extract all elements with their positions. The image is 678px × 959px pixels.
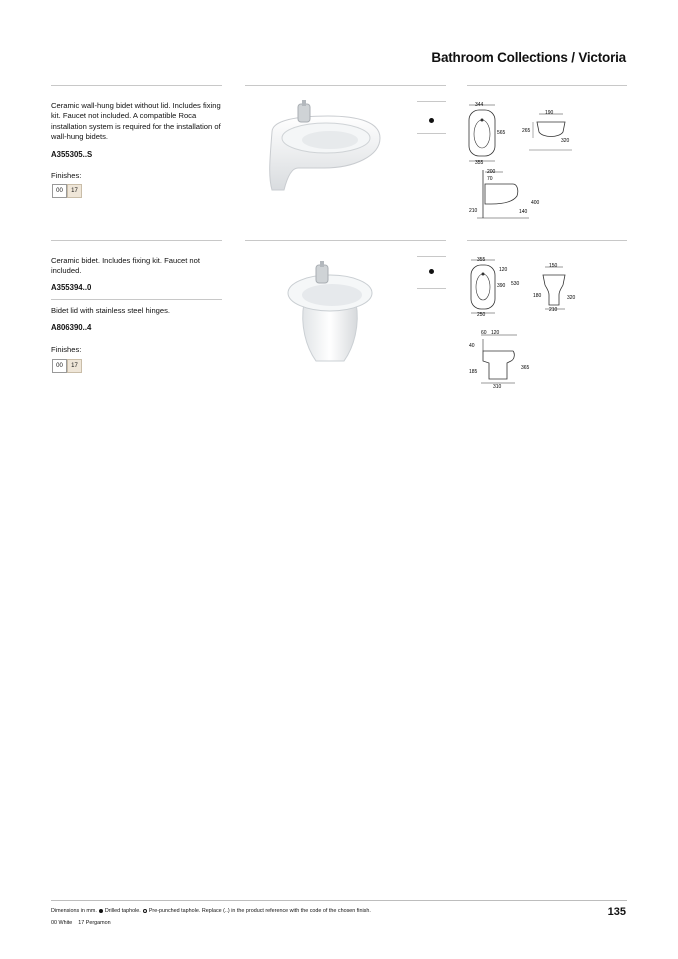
dim-label: 320 [561, 138, 570, 144]
dim-label: 320 [567, 295, 576, 301]
drilled-taphole-icon [429, 118, 434, 123]
technical-drawing [467, 255, 582, 390]
section-rule [417, 133, 446, 134]
dim-label: 60 [481, 330, 487, 336]
section-rule [51, 299, 222, 300]
section-rule [417, 85, 446, 86]
section-rule [51, 240, 222, 241]
page-title: Bathroom Collections / Victoria [431, 50, 626, 65]
product-description: Ceramic bidet. Includes fixing kit. Faucet not included. [51, 256, 200, 276]
legend-dimensions: Dimensions in mm. [51, 908, 97, 914]
technical-drawing [467, 100, 582, 230]
wall-hung-bidet-image [258, 98, 388, 193]
footer-rule [51, 900, 627, 901]
dim-label: 200 [487, 169, 496, 175]
dim-label: 530 [511, 281, 520, 287]
finish-swatches [52, 359, 82, 373]
dim-label: 140 [519, 209, 528, 215]
product-description: Ceramic wall-hung bidet without lid. Includes fixing kit. Faucet not included. A compatible Roca installation system is required for the installation of wall-hung bidets. [51, 101, 221, 142]
dim-label: 120 [499, 267, 508, 273]
pre-punched-taphole-icon [143, 909, 147, 913]
finish-swatch-pergamon: 17 [67, 184, 82, 198]
section-rule [245, 85, 417, 86]
drilled-taphole-icon [429, 269, 434, 274]
page-number: 135 [607, 906, 626, 918]
dim-label: 310 [493, 384, 502, 390]
finish-swatch-pergamon: 17 [67, 359, 82, 373]
dim-label: 40 [469, 343, 475, 349]
dim-label: 250 [477, 312, 486, 318]
finish-swatch-white: 00 [52, 184, 67, 198]
floor-bidet-image [276, 255, 376, 365]
finishes-label: Finishes: [51, 345, 82, 354]
dim-label: 355 [477, 257, 486, 263]
dim-label: 210 [469, 208, 478, 214]
finishes-label: Finishes: [51, 171, 82, 180]
section-rule [417, 101, 446, 102]
dim-label: 180 [533, 293, 542, 299]
section-rule [417, 240, 446, 241]
product-code: A355394..0 [51, 283, 92, 292]
section-rule [417, 288, 446, 289]
dim-label: 365 [521, 365, 530, 371]
finish-swatches [52, 184, 82, 198]
legend-prepunched: Pre-punched taphole. Replace (..) in the product reference with the code of the chosen finish. [148, 908, 371, 914]
section-rule [245, 240, 417, 241]
section-rule [467, 85, 627, 86]
section-rule [417, 256, 446, 257]
section-rule [467, 240, 627, 241]
dim-label: 190 [545, 110, 554, 116]
dim-label: 120 [491, 330, 500, 336]
dim-label: 390 [497, 283, 506, 289]
accessory-code: A806390..4 [51, 323, 92, 332]
dim-label: 265 [522, 128, 531, 134]
dim-label: 400 [531, 200, 540, 206]
drilled-taphole-icon [99, 909, 103, 913]
dim-label: 565 [497, 130, 506, 136]
accessory-description: Bidet lid with stainless steel hinges. [51, 306, 171, 315]
dim-label: 355 [475, 160, 484, 166]
product-code: A355305..S [51, 150, 93, 159]
legend-drilled: Drilled taphole. [104, 908, 141, 914]
footer-legend [51, 908, 371, 914]
dim-label: 150 [549, 263, 558, 269]
finish-legend: 00 White 17 Pergamon [51, 920, 111, 926]
dim-label: 210 [549, 307, 558, 313]
section-rule [51, 85, 222, 86]
dim-label: 70 [487, 176, 493, 182]
finish-swatch-white: 00 [52, 359, 67, 373]
dim-label: 344 [475, 102, 484, 108]
dim-label: 185 [469, 369, 478, 375]
